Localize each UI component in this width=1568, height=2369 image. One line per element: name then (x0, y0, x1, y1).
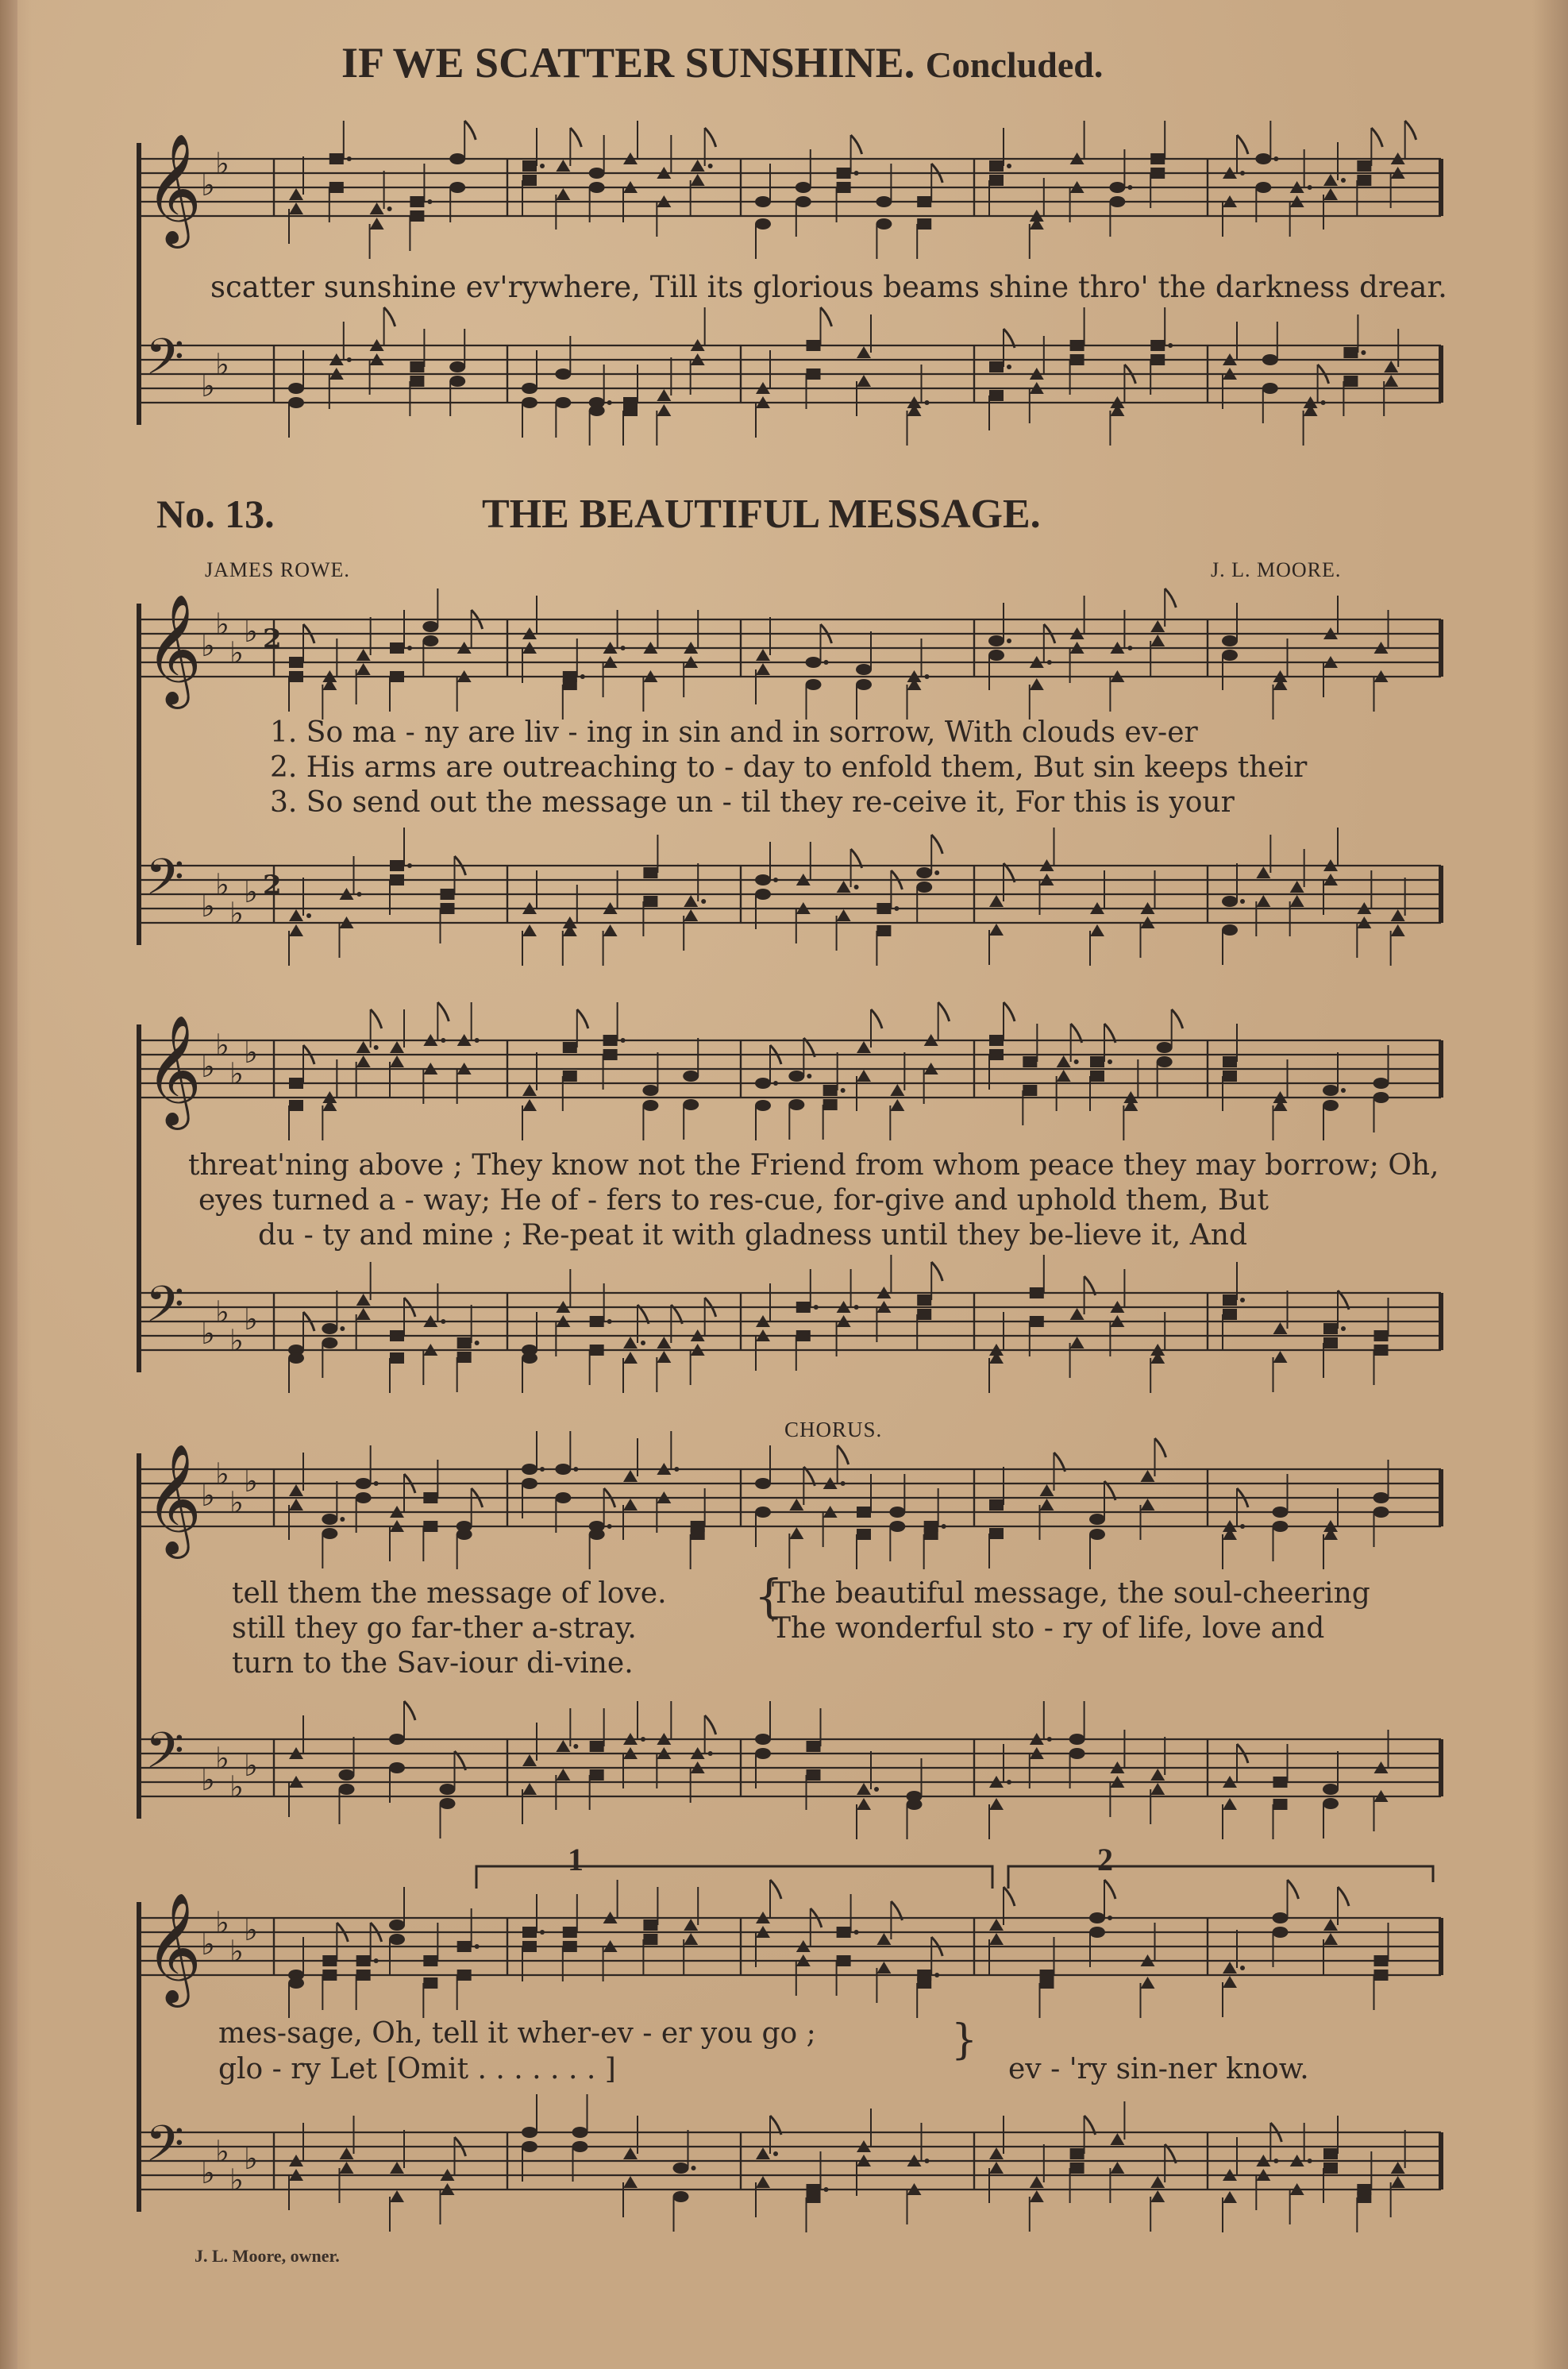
concluded-label: Concluded. (925, 44, 1104, 85)
svg-text:♭: ♭ (215, 146, 229, 181)
verse1-lyric-line: threat'ning above ; They know not the Friend from whom peace they may borrow; Oh, (188, 1149, 1439, 1182)
hymn-title: THE BEAUTIFUL MESSAGE. (482, 492, 1041, 537)
svg-text:♭: ♭ (244, 1302, 258, 1337)
author-credit: JAMES ROWE. (205, 558, 350, 581)
svg-text:♭: ♭ (229, 635, 244, 670)
treble-staff-section1 (139, 133, 1457, 244)
bass-staff-system1 (139, 847, 1457, 945)
treble-staff-system4 (139, 1892, 1457, 2003)
svg-text:♭: ♭ (201, 1478, 215, 1513)
svg-text:♭: ♭ (215, 1028, 229, 1063)
svg-text:♭: ♭ (215, 1741, 229, 1776)
verse2-lyric-line: still they go far-ther a-stray. (232, 1612, 637, 1645)
svg-text:♭: ♭ (244, 1748, 258, 1783)
svg-text:♭: ♭ (244, 874, 258, 909)
treble-staff-system2 (139, 1015, 1457, 1125)
svg-text:𝄢: 𝄢 (145, 1721, 184, 1792)
svg-text:♭: ♭ (229, 1323, 244, 1358)
svg-text:2: 2 (263, 870, 282, 901)
second-ending-number: 2 (1097, 1842, 1113, 1877)
verse2-lyric-line: eyes turned a - way; He of - fers to res-cue, for-give and uphold them, But (198, 1184, 1269, 1217)
system-brace (137, 604, 144, 945)
bass-staff-system3 (139, 1723, 1457, 1819)
svg-text:♭: ♭ (244, 614, 258, 649)
svg-text:♭: ♭ (229, 1485, 244, 1520)
system-brace (137, 1024, 144, 1372)
svg-text:♭: ♭ (201, 1316, 215, 1351)
svg-text:♭: ♭ (201, 628, 215, 663)
svg-text:𝄢: 𝄢 (145, 1275, 184, 1345)
verse3-lyric-line: du - ty and mine ; Re-peat it with gladness until they be-lieve it, And (258, 1219, 1247, 1252)
svg-text:♭: ♭ (229, 1056, 244, 1091)
svg-text:♭: ♭ (201, 2155, 215, 2190)
svg-text:𝄞: 𝄞 (145, 1015, 202, 1125)
svg-text:♭: ♭ (244, 1912, 258, 1947)
svg-text:𝄢: 𝄢 (145, 2114, 184, 2185)
chorus-lyric-line: The beautiful message, the soul-cheering (772, 1577, 1370, 1610)
system-brace (137, 1453, 144, 1819)
hymn-number: No. 13. (156, 492, 275, 536)
svg-text:𝄢: 𝄢 (145, 327, 184, 398)
svg-text:♭: ♭ (229, 1934, 244, 1969)
svg-text:♭: ♭ (215, 2134, 229, 2169)
svg-text:♭: ♭ (215, 867, 229, 902)
verse1-lyric-line: 1. So ma - ny are liv - ing in sin and in sorrow, With clouds ev-er (270, 716, 1198, 749)
final-lyric-line: ev - 'ry sin-ner know. (1008, 2053, 1309, 2085)
song-title-concluded: IF WE SCATTER SUNSHINE. (341, 39, 915, 87)
svg-text:♭: ♭ (201, 1049, 215, 1084)
bass-staff-system4 (139, 2116, 1457, 2212)
composer-credit: J. L. MOORE. (1211, 558, 1342, 581)
svg-text:♭: ♭ (215, 1294, 229, 1329)
system-brace (137, 143, 144, 425)
verse2-lyric-line: 2. His arms are outreaching to - day to enfold them, But sin keeps their (270, 751, 1308, 784)
verse3-lyric-line: turn to the Sav-iour di-vine. (232, 1647, 634, 1680)
bass-staff-section1 (139, 327, 1457, 425)
svg-text:♭: ♭ (229, 1769, 244, 1804)
lyric-line: scatter sunshine ev'rywhere, Till its glorious beams shine thro' the darkness drear. (210, 270, 1447, 304)
svg-text:♭: ♭ (229, 2163, 244, 2197)
svg-text:♭: ♭ (215, 607, 229, 642)
svg-text:𝄞: 𝄞 (145, 1892, 202, 2003)
treble-staff-system1 (139, 594, 1457, 704)
svg-text:♭: ♭ (229, 896, 244, 931)
system-brace (137, 1902, 144, 2212)
svg-text:𝄢: 𝄢 (145, 847, 184, 918)
svg-text:♭: ♭ (201, 368, 215, 403)
lyric-brace: { (754, 1569, 784, 1623)
lyric-brace: } (951, 2016, 978, 2064)
verse1-lyric-line: tell them the message of love. (232, 1577, 667, 1610)
chorus-lyric-line: The wonderful sto - ry of life, love and (772, 1612, 1325, 1645)
ending-brackets (0, 1858, 1568, 1890)
svg-text:2: 2 (263, 623, 282, 655)
verse3-lyric-line: 3. So send out the message un - til they re-ceive it, For this is your (270, 786, 1235, 819)
svg-text:♭: ♭ (215, 347, 229, 382)
svg-text:𝄞: 𝄞 (145, 1444, 202, 1554)
svg-text:♭: ♭ (244, 2141, 258, 2176)
svg-text:♭: ♭ (201, 889, 215, 924)
svg-text:𝄞: 𝄞 (145, 133, 202, 244)
svg-text:♭: ♭ (201, 1762, 215, 1797)
svg-text:♭: ♭ (215, 1905, 229, 1940)
svg-text:♭: ♭ (244, 1464, 258, 1499)
owner-credit: J. L. Moore, owner. (195, 2246, 340, 2266)
first-ending-number: 1 (568, 1842, 584, 1877)
svg-text:♭: ♭ (244, 1035, 258, 1070)
treble-staff-system3 (139, 1444, 1457, 1554)
page-edge (0, 0, 17, 2369)
chorus-label: CHORUS. (784, 1418, 883, 1441)
bass-staff-system2 (139, 1277, 1457, 1372)
svg-text:♭: ♭ (215, 1457, 229, 1491)
svg-text:𝄞: 𝄞 (145, 594, 202, 704)
svg-text:♭: ♭ (201, 1927, 215, 1962)
chorus-lyric-line: mes-sage, Oh, tell it wher-ev - er you go ; (218, 2017, 816, 2050)
svg-text:♭: ♭ (201, 168, 215, 203)
page-header (341, 38, 1103, 87)
chorus-lyric-line: glo - ry Let [Omit . . . . . . . ] (218, 2053, 616, 2085)
